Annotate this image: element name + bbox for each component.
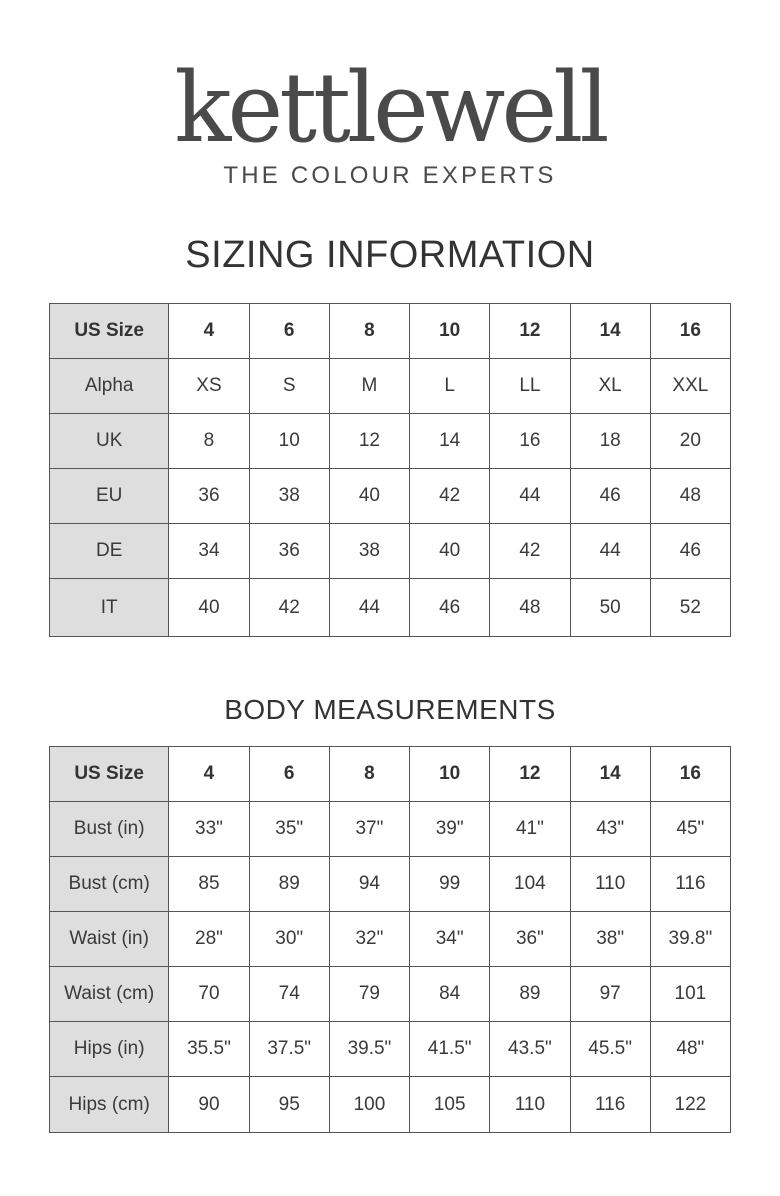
table-header-row <box>50 304 731 359</box>
table-cell: 116 <box>570 1077 650 1133</box>
table-cell: 35" <box>249 802 329 857</box>
table-cell: 97 <box>570 967 650 1022</box>
table-cell: 46 <box>410 579 490 637</box>
table-cell: 43" <box>570 802 650 857</box>
header-cell: 4 <box>169 747 249 802</box>
table-cell: S <box>249 359 329 414</box>
table-cell: 28" <box>169 912 249 967</box>
header-cell: 16 <box>650 304 730 359</box>
table-cell: 52 <box>650 579 730 637</box>
row-header-cell: UK <box>50 414 169 469</box>
table-cell: 43.5" <box>490 1022 570 1077</box>
table-cell: 40 <box>410 524 490 579</box>
table-cell: 10 <box>249 414 329 469</box>
measurements-title: BODY MEASUREMENTS <box>224 694 556 725</box>
table-cell: 32" <box>329 912 409 967</box>
table-cell: 42 <box>410 469 490 524</box>
logo-tagline: THE COLOUR EXPERTS <box>223 162 557 189</box>
header-cell: 6 <box>249 304 329 359</box>
table-cell: 89 <box>490 967 570 1022</box>
table-row <box>50 579 731 637</box>
table-cell: 45.5" <box>570 1022 650 1077</box>
header-corner-cell: US Size <box>50 304 169 359</box>
table-row <box>50 967 731 1022</box>
table-row <box>50 359 731 414</box>
table-cell: 14 <box>410 414 490 469</box>
table-cell: 85 <box>169 857 249 912</box>
table-cell: 46 <box>650 524 730 579</box>
table-cell: 90 <box>169 1077 249 1133</box>
row-header-cell: Hips (cm) <box>50 1077 169 1133</box>
row-header-cell: EU <box>50 469 169 524</box>
table-cell: 12 <box>329 414 409 469</box>
table-row <box>50 857 731 912</box>
table-cell: 20 <box>650 414 730 469</box>
table-cell: 38" <box>570 912 650 967</box>
table-cell: 44 <box>329 579 409 637</box>
table-header-row <box>50 747 731 802</box>
table-cell: 110 <box>490 1077 570 1133</box>
table-cell: 50 <box>570 579 650 637</box>
logo-wordmark: kettlewell <box>174 52 606 164</box>
sizing-table <box>49 303 731 637</box>
table-cell: 104 <box>490 857 570 912</box>
table-cell: 44 <box>490 469 570 524</box>
header-cell: 14 <box>570 304 650 359</box>
row-header-cell: Alpha <box>50 359 169 414</box>
table-row <box>50 1022 731 1077</box>
table-cell: XS <box>169 359 249 414</box>
table-cell: 79 <box>329 967 409 1022</box>
table-cell: 122 <box>650 1077 730 1133</box>
table-cell: 41.5" <box>410 1022 490 1077</box>
header-cell: 14 <box>570 747 650 802</box>
table-cell: 39.5" <box>329 1022 409 1077</box>
table-cell: 34 <box>169 524 249 579</box>
table-cell: 16 <box>490 414 570 469</box>
table-cell: 70 <box>169 967 249 1022</box>
table-row <box>50 802 731 857</box>
header-cell: 8 <box>329 304 409 359</box>
table-row <box>50 469 731 524</box>
table-cell: 30" <box>249 912 329 967</box>
table-cell: 33" <box>169 802 249 857</box>
table-cell: L <box>410 359 490 414</box>
header-cell: 12 <box>490 747 570 802</box>
table-cell: 35.5" <box>169 1022 249 1077</box>
table-cell: 89 <box>249 857 329 912</box>
table-cell: 18 <box>570 414 650 469</box>
row-header-cell: Waist (cm) <box>50 967 169 1022</box>
table-cell: 40 <box>169 579 249 637</box>
measurements-table <box>49 746 731 1133</box>
header-cell: 8 <box>329 747 409 802</box>
table-cell: 46 <box>570 469 650 524</box>
table-cell: 39.8" <box>650 912 730 967</box>
table-cell: 36 <box>169 469 249 524</box>
table-cell: 116 <box>650 857 730 912</box>
table-cell: 40 <box>329 469 409 524</box>
table-cell: 36 <box>249 524 329 579</box>
table-cell: 44 <box>570 524 650 579</box>
table-cell: 84 <box>410 967 490 1022</box>
table-cell: 42 <box>490 524 570 579</box>
table-cell: 48 <box>650 469 730 524</box>
row-header-cell: Bust (cm) <box>50 857 169 912</box>
table-row <box>50 414 731 469</box>
row-header-cell: Waist (in) <box>50 912 169 967</box>
sizing-table-body <box>50 304 731 637</box>
row-header-cell: Hips (in) <box>50 1022 169 1077</box>
header-cell: 12 <box>490 304 570 359</box>
table-row <box>50 524 731 579</box>
sizing-title: SIZING INFORMATION <box>185 234 595 276</box>
table-cell: 100 <box>329 1077 409 1133</box>
header-cell: 4 <box>169 304 249 359</box>
table-cell: 39" <box>410 802 490 857</box>
row-header-cell: Bust (in) <box>50 802 169 857</box>
table-cell: 38 <box>249 469 329 524</box>
row-header-cell: DE <box>50 524 169 579</box>
table-cell: 38 <box>329 524 409 579</box>
table-cell: 105 <box>410 1077 490 1133</box>
header-cell: 10 <box>410 304 490 359</box>
table-cell: XL <box>570 359 650 414</box>
table-cell: 95 <box>249 1077 329 1133</box>
row-header-cell: IT <box>50 579 169 637</box>
table-cell: XXL <box>650 359 730 414</box>
table-cell: 36" <box>490 912 570 967</box>
table-row <box>50 1077 731 1133</box>
table-cell: 74 <box>249 967 329 1022</box>
header-corner-cell: US Size <box>50 747 169 802</box>
table-cell: 34" <box>410 912 490 967</box>
table-row <box>50 912 731 967</box>
header-cell: 6 <box>249 747 329 802</box>
header-cell: 16 <box>650 747 730 802</box>
table-cell: 45" <box>650 802 730 857</box>
table-cell: 41" <box>490 802 570 857</box>
table-cell: 42 <box>249 579 329 637</box>
table-cell: 94 <box>329 857 409 912</box>
brand-logo <box>0 52 780 190</box>
table-cell: 37" <box>329 802 409 857</box>
measurements-table-body <box>50 747 731 1133</box>
table-cell: LL <box>490 359 570 414</box>
table-cell: 48 <box>490 579 570 637</box>
header-cell: 10 <box>410 747 490 802</box>
table-cell: 110 <box>570 857 650 912</box>
table-cell: 8 <box>169 414 249 469</box>
table-cell: 101 <box>650 967 730 1022</box>
table-cell: 48" <box>650 1022 730 1077</box>
table-cell: M <box>329 359 409 414</box>
table-cell: 99 <box>410 857 490 912</box>
table-cell: 37.5" <box>249 1022 329 1077</box>
